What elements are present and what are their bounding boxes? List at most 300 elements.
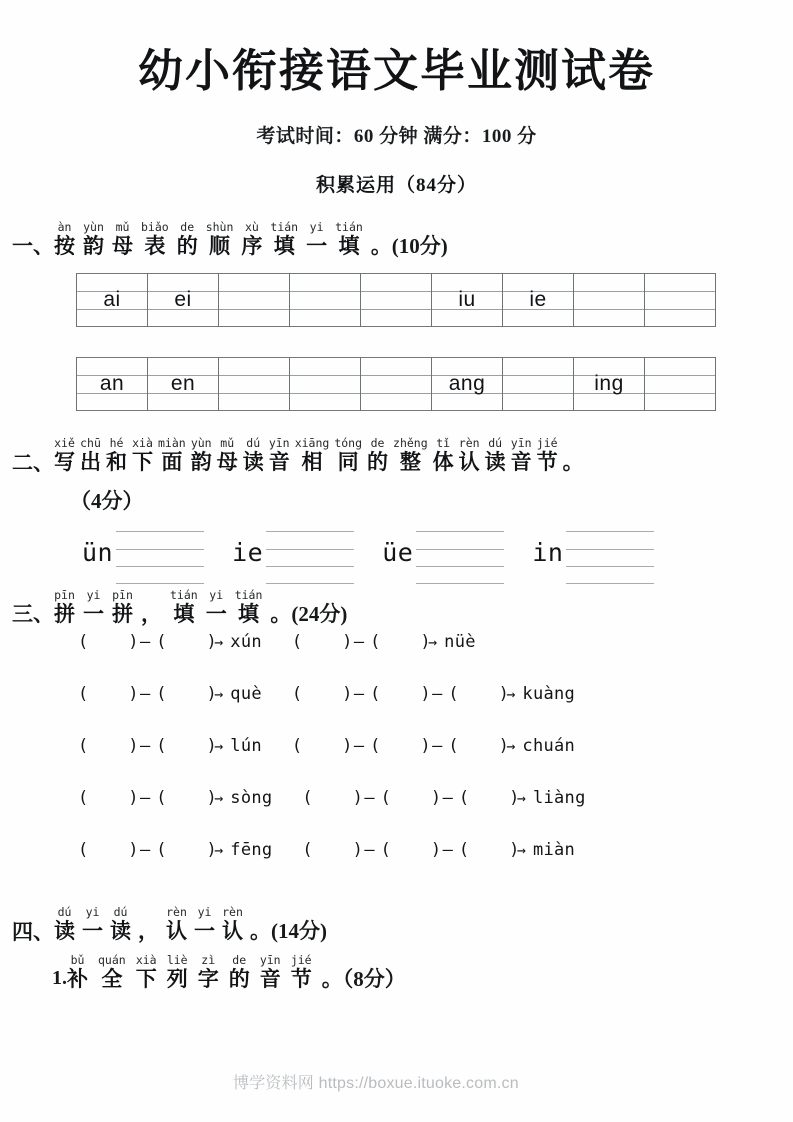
pinyin-value: ing	[594, 372, 624, 396]
pinyin-annotation: xiāng	[294, 436, 330, 451]
combine-dash: —	[364, 788, 375, 809]
guide-line	[645, 326, 715, 327]
pinyin-value	[645, 373, 715, 395]
pinyin-grid-cell-empty[interactable]	[574, 273, 645, 327]
answer-parenthesis[interactable]	[156, 736, 217, 757]
hanzi-char: 整	[399, 450, 421, 475]
paren-close: )	[420, 684, 431, 705]
pinyin-value	[503, 373, 573, 395]
pinyin-annotation: yi	[85, 905, 100, 920]
answer-parenthesis[interactable]	[380, 840, 442, 861]
question-4-sub-1-heading	[0, 944, 793, 992]
ruby-char	[54, 221, 75, 259]
guide-line	[290, 273, 360, 274]
question-1-heading	[0, 221, 793, 259]
target-syllable: liàng	[532, 788, 586, 809]
target-syllable: què	[230, 684, 262, 705]
guide-line	[566, 566, 654, 567]
ruby-char	[54, 906, 75, 944]
integral-syllable-item	[232, 527, 354, 579]
guide-line	[566, 583, 654, 584]
pinyin-grid-cell-empty[interactable]	[645, 357, 716, 411]
hanzi-char: 面	[161, 450, 183, 475]
paren-open: (	[291, 632, 303, 653]
pinyin-grid-cell-empty[interactable]	[219, 273, 290, 327]
syllable-equation-left	[78, 840, 272, 860]
pinyin-value: ie	[529, 288, 547, 312]
syllable-equation-right	[292, 736, 575, 756]
pinyin-annotation: rèn	[458, 436, 480, 451]
guide-line	[503, 326, 573, 327]
guide-line	[574, 326, 644, 327]
answer-parenthesis[interactable]	[156, 684, 217, 705]
guide-line	[219, 410, 289, 411]
paren-close: )	[206, 632, 217, 653]
pinyin-annotation: yīn	[259, 952, 281, 967]
paren-open: (	[156, 840, 167, 861]
ruby-char	[136, 954, 157, 992]
pinyin-annotation: chū	[80, 436, 101, 451]
ruby-char	[194, 906, 215, 944]
guide-line	[148, 410, 218, 411]
pinyin-annotation: yi	[197, 905, 212, 920]
guide-line	[574, 410, 644, 411]
paren-open: (	[78, 736, 89, 757]
pinyin-annotation: zhěng	[393, 436, 428, 451]
pinyin-annotation: hé	[109, 436, 124, 451]
pinyin-annotation: jié	[290, 952, 312, 967]
ruby-char	[433, 437, 454, 475]
arrow-icon: →	[516, 789, 526, 808]
ruby-char	[229, 954, 250, 992]
pinyin-annotation: mǔ	[115, 219, 130, 234]
question-2-ruby-run	[54, 437, 563, 475]
ruby-char	[82, 906, 103, 944]
arrow-icon: →	[516, 841, 526, 860]
guide-line	[566, 531, 654, 532]
guide-line	[148, 357, 218, 358]
answer-parenthesis[interactable]	[370, 684, 431, 705]
pinyin-grid-cell-filled[interactable]	[432, 273, 503, 327]
ruby-char	[295, 437, 330, 475]
paren-close: )	[342, 736, 353, 757]
ruby-char	[177, 221, 198, 259]
final-label: ie	[232, 538, 264, 568]
pinyin-grid-table-1[interactable]	[76, 273, 716, 327]
ruby-char	[170, 589, 198, 627]
arrow-icon: →	[214, 737, 224, 756]
combine-dash: —	[442, 788, 453, 809]
hanzi-char: 填	[338, 233, 360, 258]
paren-open: (	[156, 788, 167, 809]
pinyin-grid-cell-filled[interactable]	[77, 357, 148, 411]
answer-blank-fourline[interactable]	[416, 527, 504, 579]
guide-line	[361, 273, 431, 274]
answer-blank-fourline[interactable]	[266, 527, 354, 579]
hanzi-char: 全	[101, 966, 123, 991]
question-1-ruby-run	[54, 221, 371, 259]
guide-line	[503, 410, 573, 411]
pinyin-grid-row	[77, 273, 716, 327]
ruby-char	[54, 437, 75, 475]
paren-open: (	[291, 736, 303, 757]
pinyin-grid-cell-filled[interactable]	[432, 357, 503, 411]
pinyin-annotation: yi	[209, 587, 224, 602]
integral-syllable-item	[382, 527, 504, 579]
ruby-char	[334, 437, 362, 475]
hanzi-char: 读	[242, 450, 264, 475]
combine-dash: —	[353, 684, 365, 705]
ruby-char	[83, 589, 104, 627]
guide-line	[148, 326, 218, 327]
target-syllable: chuán	[522, 736, 576, 757]
combine-dash: —	[442, 840, 453, 861]
ruby-char	[235, 589, 263, 627]
pinyin-grid-cell-empty[interactable]	[361, 273, 432, 327]
pinyin-annotation: xiě	[54, 436, 75, 451]
paren-open: (	[291, 684, 303, 705]
hanzi-char: 字	[197, 966, 219, 991]
syllable-equation-right	[292, 632, 476, 652]
ruby-char	[537, 437, 558, 475]
ruby-char	[393, 437, 428, 475]
equation-row	[0, 632, 793, 684]
pinyin-grid-cell-empty[interactable]	[290, 273, 361, 327]
paren-open: (	[380, 840, 391, 861]
ruby-char	[54, 589, 75, 627]
integral-syllable-item	[532, 527, 654, 579]
question-3-ruby-run	[54, 589, 270, 627]
watermark: 博学资料网 https://boxue.ituoke.com.cn	[233, 1075, 519, 1092]
guide-line	[116, 566, 204, 567]
target-syllable: kuàng	[522, 684, 576, 705]
equation-row	[0, 736, 793, 788]
ruby-char	[459, 437, 480, 475]
syllable-equation-right	[292, 684, 575, 704]
guide-line	[361, 410, 431, 411]
answer-parenthesis[interactable]	[302, 840, 363, 861]
question-4-score: 。(14分)	[250, 919, 327, 944]
answer-parenthesis[interactable]	[291, 736, 353, 757]
ruby-char	[306, 221, 327, 259]
ruby-char	[206, 221, 234, 259]
hanzi-char: 韵	[190, 450, 212, 475]
paren-close: )	[206, 684, 217, 705]
ruby-char	[112, 589, 133, 627]
ruby-char	[80, 437, 101, 475]
pinyin-annotation: tǐ	[436, 436, 451, 451]
answer-parenthesis[interactable]	[156, 632, 217, 653]
guide-line	[77, 326, 147, 327]
hanzi-char: 下	[135, 966, 157, 991]
answer-parenthesis[interactable]	[458, 840, 520, 861]
arrow-icon: →	[214, 685, 224, 704]
paren-open: (	[380, 788, 391, 809]
syllable-equation-right	[302, 788, 585, 808]
answer-parenthesis[interactable]	[156, 840, 217, 861]
question-1-number: 一、	[12, 234, 54, 259]
question-3-score: 。(24分)	[270, 601, 348, 626]
hanzi-char: 音	[259, 966, 281, 991]
syllable-equation-left	[78, 788, 272, 808]
hanzi-char: 读	[110, 919, 131, 944]
pinyin-grid-cell-filled[interactable]	[148, 273, 219, 327]
pinyin-annotation: tóng	[334, 436, 363, 451]
paren-open: (	[78, 684, 89, 705]
pinyin-grid-cell-filled[interactable]	[574, 357, 645, 411]
ruby-char	[67, 954, 88, 992]
pinyin-annotation: shùn	[205, 219, 234, 234]
answer-parenthesis[interactable]	[380, 788, 442, 809]
pinyin-grid-cell-empty[interactable]	[219, 357, 290, 411]
answer-parenthesis[interactable]	[448, 684, 509, 705]
guide-line	[645, 357, 715, 358]
pinyin-grid-cell-empty[interactable]	[290, 357, 361, 411]
ruby-char	[83, 221, 104, 259]
combine-dash: —	[140, 684, 151, 705]
pinyin-annotation: àn	[57, 219, 72, 234]
guide-line	[645, 410, 715, 411]
paren-open: (	[458, 788, 470, 809]
ruby-char	[206, 589, 227, 627]
sub-question-ruby-run	[67, 954, 322, 992]
hanzi-char: 一	[83, 601, 104, 626]
pinyin-value	[361, 373, 431, 395]
ruby-char	[217, 437, 238, 475]
hanzi-char: 一	[306, 233, 328, 258]
paren-close: )	[128, 788, 139, 809]
pinyin-value	[219, 289, 289, 311]
pinyin-annotation: yùn	[190, 436, 212, 451]
ruby-char	[485, 437, 506, 475]
combine-dash: —	[432, 684, 443, 705]
pinyin-grid-cell-empty[interactable]	[645, 273, 716, 327]
ruby-char	[110, 906, 131, 944]
pinyin-annotation: dú	[488, 436, 503, 451]
guide-line	[416, 549, 504, 550]
hanzi-char: 韵	[83, 233, 104, 258]
pinyin-annotation: dú	[246, 436, 261, 451]
answer-parenthesis[interactable]	[291, 684, 353, 705]
hanzi-char: 读	[54, 919, 75, 944]
target-syllable: lún	[230, 736, 262, 757]
paren-open: (	[302, 788, 313, 809]
hanzi-char: 表	[144, 233, 166, 258]
question-2-score: （4分）	[70, 488, 144, 513]
pinyin-annotation: zì	[201, 952, 216, 967]
combine-dash: —	[353, 736, 365, 757]
hanzi-char: 下	[132, 450, 153, 475]
paren-open: (	[78, 632, 89, 653]
hanzi-char: 补	[67, 966, 88, 991]
paren-open: (	[448, 684, 459, 705]
pinyin-annotation: yùn	[83, 219, 104, 234]
guide-line	[574, 357, 644, 358]
hanzi-char: 一	[82, 919, 103, 944]
guide-line	[290, 410, 360, 411]
combine-dash: —	[364, 840, 375, 861]
pinyin-annotation: pīn	[54, 587, 75, 602]
pinyin-annotation: yīn	[268, 436, 290, 451]
ruby-char	[191, 437, 212, 475]
ruby-char	[167, 954, 188, 992]
guide-line	[266, 566, 354, 567]
hanzi-char: 认	[166, 919, 187, 944]
answer-parenthesis[interactable]	[448, 736, 509, 757]
pinyin-grid-cell-filled[interactable]	[77, 273, 148, 327]
question-1-table-2-wrap	[0, 327, 793, 411]
question-3-heading	[0, 589, 793, 627]
paren-close: )	[430, 840, 442, 861]
answer-parenthesis[interactable]	[78, 840, 139, 861]
paren-open: (	[448, 736, 459, 757]
ruby-char	[198, 954, 219, 992]
equation-row	[0, 840, 793, 892]
syllable-equation-left	[78, 632, 262, 652]
answer-parenthesis[interactable]	[78, 632, 139, 653]
guide-line	[290, 326, 360, 327]
pinyin-annotation: dú	[113, 905, 128, 920]
pinyin-annotation: bǔ	[70, 952, 85, 967]
integral-syllable-item	[82, 527, 204, 579]
answer-parenthesis[interactable]	[156, 788, 217, 809]
guide-line	[361, 357, 431, 358]
combine-dash: —	[140, 788, 151, 809]
ruby-char	[222, 906, 243, 944]
answer-blank-fourline[interactable]	[116, 527, 204, 579]
pinyin-grid-cell-empty[interactable]	[361, 357, 432, 411]
ruby-char	[260, 954, 281, 992]
answer-parenthesis[interactable]	[78, 736, 139, 757]
guide-line	[432, 273, 502, 274]
ruby-char	[367, 437, 388, 475]
pinyin-annotation: de	[232, 952, 247, 967]
pinyin-value: ang	[448, 372, 486, 396]
paren-open: (	[78, 840, 89, 861]
pinyin-annotation: tián	[234, 587, 263, 602]
hanzi-char: 节	[290, 966, 312, 991]
hanzi-char: 一	[205, 601, 227, 626]
ruby-char	[335, 221, 363, 259]
hanzi-char: 填	[173, 601, 195, 626]
answer-blank-fourline[interactable]	[566, 527, 654, 579]
guide-line	[503, 357, 573, 358]
question-1-table-1-wrap	[0, 258, 793, 327]
hanzi-char: 拼	[54, 601, 75, 626]
hanzi-char: 音	[510, 450, 532, 475]
paren-open: (	[156, 736, 167, 757]
answer-parenthesis[interactable]	[291, 632, 353, 653]
guide-line	[416, 531, 504, 532]
paren-close: )	[420, 736, 431, 757]
section-banner: 积累运用（84分）	[315, 174, 477, 196]
final-label: in	[532, 538, 564, 568]
guide-line	[77, 273, 147, 274]
hanzi-char: 写	[54, 450, 75, 475]
pinyin-grid-cell-filled[interactable]	[503, 273, 574, 327]
pinyin-value	[290, 373, 360, 395]
pinyin-annotation: yīn	[510, 436, 532, 451]
pinyin-grid-row	[77, 357, 716, 411]
pinyin-grid-cell-empty[interactable]	[503, 357, 574, 411]
ruby-char	[269, 437, 290, 475]
ruby-char	[291, 954, 312, 992]
paren-open: (	[302, 840, 313, 861]
hanzi-char: 顺	[209, 233, 231, 258]
paren-close: )	[128, 736, 139, 757]
answer-parenthesis[interactable]	[78, 684, 139, 705]
paren-close: )	[352, 788, 363, 809]
combine-dash: —	[353, 632, 365, 653]
pinyin-annotation: quán	[98, 952, 126, 967]
question-2-answer-row	[0, 515, 793, 579]
arrow-icon: →	[506, 685, 516, 704]
paren-close: )	[509, 840, 520, 861]
pinyin-annotation: miàn	[158, 436, 186, 451]
equation-row	[0, 788, 793, 840]
hanzi-char: 同	[337, 450, 359, 475]
pinyin-grid-cell-filled[interactable]	[148, 357, 219, 411]
pinyin-annotation: yi	[86, 587, 101, 602]
hanzi-char: 填	[238, 601, 260, 626]
exam-meta: 考试时间：60 分钟 满分：100 分	[256, 125, 537, 147]
hanzi-char: 体	[432, 450, 454, 475]
paren-close: )	[128, 632, 139, 653]
pinyin-annotation: liè	[166, 952, 188, 967]
guide-line	[77, 410, 147, 411]
hanzi-char: 按	[54, 233, 75, 258]
pinyin-value: ai	[103, 288, 121, 312]
ruby-char	[158, 437, 186, 475]
guide-line	[574, 273, 644, 274]
answer-parenthesis[interactable]	[78, 788, 139, 809]
hanzi-char: 节	[536, 450, 558, 475]
guide-line	[566, 549, 654, 550]
target-syllable: sòng	[230, 788, 273, 809]
ruby-char	[132, 437, 153, 475]
guide-line	[116, 549, 204, 550]
hanzi-char: 母	[112, 233, 133, 258]
arrow-icon: →	[428, 633, 438, 652]
answer-parenthesis[interactable]	[458, 788, 520, 809]
pinyin-value	[219, 373, 289, 395]
question-2-period: 。	[562, 450, 584, 475]
pinyin-grid-table-2[interactable]	[76, 357, 716, 411]
hanzi-char: ，	[141, 601, 162, 626]
guide-line	[266, 531, 354, 532]
paren-close: )	[498, 684, 509, 705]
guide-line	[148, 273, 218, 274]
guide-line	[432, 410, 502, 411]
guide-line	[77, 357, 147, 358]
answer-parenthesis[interactable]	[302, 788, 363, 809]
pinyin-value: ei	[174, 288, 192, 312]
pinyin-value	[574, 289, 644, 311]
final-label: ün	[82, 538, 114, 568]
pinyin-annotation: yi	[309, 219, 324, 234]
answer-parenthesis[interactable]	[370, 632, 431, 653]
paren-open: (	[458, 840, 470, 861]
pinyin-annotation: xià	[132, 436, 153, 451]
combine-dash: —	[432, 736, 443, 757]
answer-parenthesis[interactable]	[370, 736, 431, 757]
hanzi-char: 相	[301, 450, 323, 475]
question-1-score: 。(10分)	[370, 233, 448, 258]
hanzi-char: 和	[106, 450, 127, 475]
pinyin-annotation: pīn	[112, 587, 133, 602]
ruby-char	[98, 954, 126, 992]
guide-line	[416, 583, 504, 584]
